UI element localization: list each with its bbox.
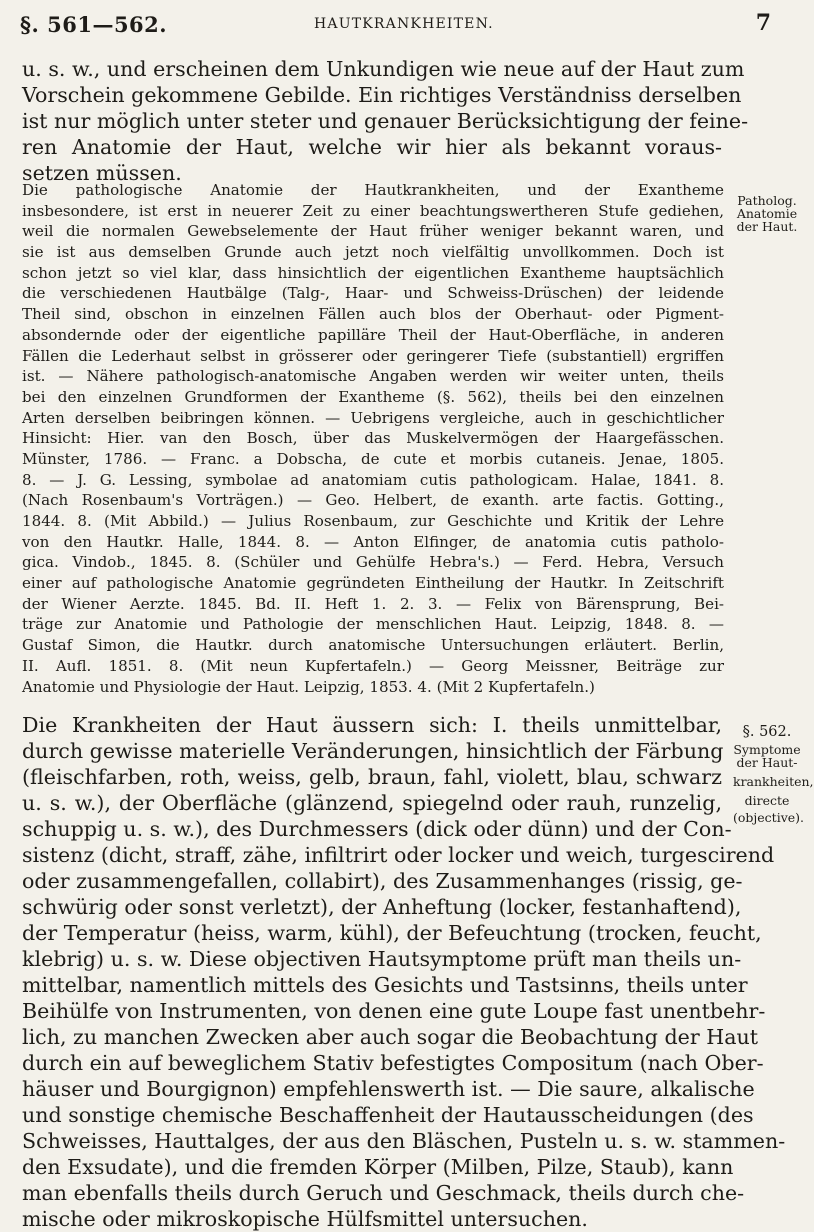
text-line: (Nach Rosenbaum's Vorträgen.) — Geo. Helbert, de exanth. arte factis. Gotting., bbox=[22, 491, 724, 510]
text-line: Hinsicht: Hier. van den Bosch, über das Muskelvermögen der Haargefässchen. bbox=[22, 429, 724, 448]
text-line: der Temperatur (heiss, warm, kühl), der Befeuchtung (trocken, feucht, bbox=[22, 921, 762, 945]
text-line: Theil sind, obschon in einzelnen Fällen auch blos der Oberhaut- oder Pigment- bbox=[22, 305, 724, 324]
text-line: bei den einzelnen Grundformen der Exantheme (§. 562), theils bei den einzelnen bbox=[22, 387, 724, 406]
section-reference: §. 561—562. bbox=[20, 12, 168, 37]
text-line: ist. — Nähere pathologisch-anatomische Angaben werden wir weiter unten, theils bbox=[22, 367, 724, 386]
text-line: häuser und Bourgignon) empfehlenswerth ist. — Die saure, alkalische bbox=[22, 1077, 755, 1101]
intro-paragraph bbox=[22, 56, 749, 186]
text-line: Die Krankheiten der Haut äussern sich: I. theils unmittelbar, bbox=[22, 713, 722, 737]
text-line: oder zusammengefallen, collabirt), des Zusammenhanges (rissig, ge- bbox=[22, 869, 743, 893]
text-line: von den Hautkr. Halle, 1844. 8. — Anton Elfinger, de anatomia cutis patholo- bbox=[22, 532, 724, 551]
text-line: der Wiener Aerzte. 1845. Bd. II. Heft 1. 2. 3. — Felix von Bärensprung, Bei- bbox=[22, 594, 724, 613]
page-number: 7 bbox=[755, 10, 771, 36]
text-line: weil die normalen Gewebselemente der Haut früher weniger bekannt waren, und bbox=[22, 222, 724, 241]
text-line: schwürig oder sonst verletzt), der Anheftung (locker, festanhaftend), bbox=[22, 895, 742, 919]
text-line: Münster, 1786. — Franc. a Dobscha, de cute et morbis cutaneis. Jenae, 1805. bbox=[22, 449, 724, 468]
text-line: insbesondere, ist erst in neuerer Zeit zu einer beachtungswertheren Stufe gediehen, bbox=[22, 201, 724, 220]
text-line: Schweisses, Hauttalges, der aus den Bläschen, Pusteln u. s. w. stammen- bbox=[22, 1129, 786, 1153]
running-title: HAUTKRANKHEITEN. bbox=[314, 16, 494, 32]
text-line: schon jetzt so viel klar, dass hinsichtlich der eigentlichen Exantheme hauptsächlich bbox=[22, 263, 724, 282]
text-line: mittelbar, namentlich mittels des Gesichts und Tastsinns, theils unter bbox=[22, 973, 748, 997]
text-line: u. s. w.), der Oberfläche (glänzend, spiegelnd oder rauh, runzelig, bbox=[22, 791, 722, 815]
text-line: die verschiedenen Hautbälge (Talg-, Haar- und Schweiss-Drüschen) der leidende bbox=[22, 284, 724, 303]
text-line: 1844. 8. (Mit Abbild.) — Julius Rosenbaum, zur Geschichte und Kritik der Lehre bbox=[22, 512, 724, 530]
margin-note-section: §. 562. bbox=[742, 724, 792, 740]
text-line: den Exsudate), und die fremden Körper (Milben, Pilze, Staub), kann bbox=[22, 1155, 734, 1179]
text-line: klebrig) u. s. w. Diese objectiven Hautsymptome prüft man theils un- bbox=[22, 947, 742, 971]
text-line: Gustaf Simon, die Hautkr. durch anatomische Untersuchungen erläutert. Berlin, bbox=[22, 636, 724, 655]
text-line: Beihülfe von Instrumenten, von denen eine gute Loupe fast unentbehr- bbox=[22, 999, 766, 1023]
text-line: lich, zu manchen Zwecken aber auch sogar die Beobachtung der Haut bbox=[22, 1025, 759, 1049]
small-print-paragraph bbox=[22, 180, 724, 697]
text-line: u. s. w., und erscheinen dem Unkundigen wie neue auf der Haut zum bbox=[22, 57, 745, 81]
text-line: durch gewisse materielle Veränderungen, hinsichtlich der Färbung bbox=[22, 739, 724, 763]
running-header bbox=[20, 10, 771, 38]
text-line: gica. Vindob., 1845. 8. (Schüler und Gehülfe Hebra's.) — Ferd. Hebra, Versuch bbox=[22, 553, 724, 572]
text-line: ist nur möglich unter steter und genauer Berücksichtigung der feine- bbox=[22, 109, 749, 133]
text-line: setzen müssen. bbox=[22, 161, 182, 185]
text-line: man ebenfalls theils durch Geruch und Geschmack, theils durch che- bbox=[22, 1181, 745, 1205]
text-line: schuppig u. s. w.), des Durchmessers (dick oder dünn) und der Con- bbox=[22, 817, 732, 841]
margin-note-pathology: Patholog. Anatomie der Haut. bbox=[736, 193, 798, 234]
text-line: absondernde oder der eigentliche papilläre Theil der Haut-Oberfläche, in anderen bbox=[22, 325, 724, 344]
text-line: Arten derselben beibringen können. — Uebrigens vergleiche, auch in geschichtlicher bbox=[22, 408, 724, 427]
text-line: mische oder mikroskopische Hülfsmittel untersuchen. bbox=[22, 1207, 588, 1231]
margin-note-symptoms: Symptome der Haut- krankheiten, directe (objective). bbox=[733, 742, 814, 825]
text-line: Die pathologische Anatomie der Hautkrankheiten, und der Exantheme bbox=[22, 181, 724, 199]
text-line: sie ist aus demselben Grunde auch jetzt noch vielfältig unvollkommen. Doch ist bbox=[22, 243, 724, 262]
text-line: Fällen die Lederhaut selbst in grösserer oder geringerer Tiefe (substantiell) ergriffen bbox=[22, 346, 724, 365]
text-line: Vorschein gekommene Gebilde. Ein richtiges Verständniss derselben bbox=[22, 83, 742, 107]
text-line: II. Aufl. 1851. 8. (Mit neun Kupfertafeln.) — Georg Meissner, Beiträge zur bbox=[22, 656, 724, 675]
text-line: 8. — J. G. Lessing, symbolae ad anatomiam cutis pathologicam. Halae, 1841. 8. bbox=[22, 470, 724, 489]
text-line: ren Anatomie der Haut, welche wir hier als bekannt voraus- bbox=[22, 135, 722, 159]
text-line: und sonstige chemische Beschaffenheit der Hautausscheidungen (des bbox=[22, 1103, 754, 1127]
text-line: träge zur Anatomie und Pathologie der menschlichen Haut. Leipzig, 1848. 8. — bbox=[22, 615, 724, 634]
text-line: einer auf pathologische Anatomie gegründeten Eintheilung der Hautkr. In Zeitschrift bbox=[22, 574, 724, 593]
text-line: sistenz (dicht, straff, zähe, infiltrirt oder locker und weich, turgescirend bbox=[22, 843, 775, 867]
text-line: durch ein auf beweglichem Stativ befestigtes Compositum (nach Ober- bbox=[22, 1051, 764, 1075]
text-line: (fleischfarben, roth, weiss, gelb, braun, fahl, violett, blau, schwarz bbox=[22, 765, 722, 789]
text-line: Anatomie und Physiologie der Haut. Leipzig, 1853. 4. (Mit 2 Kupfertafeln.) bbox=[22, 677, 595, 696]
